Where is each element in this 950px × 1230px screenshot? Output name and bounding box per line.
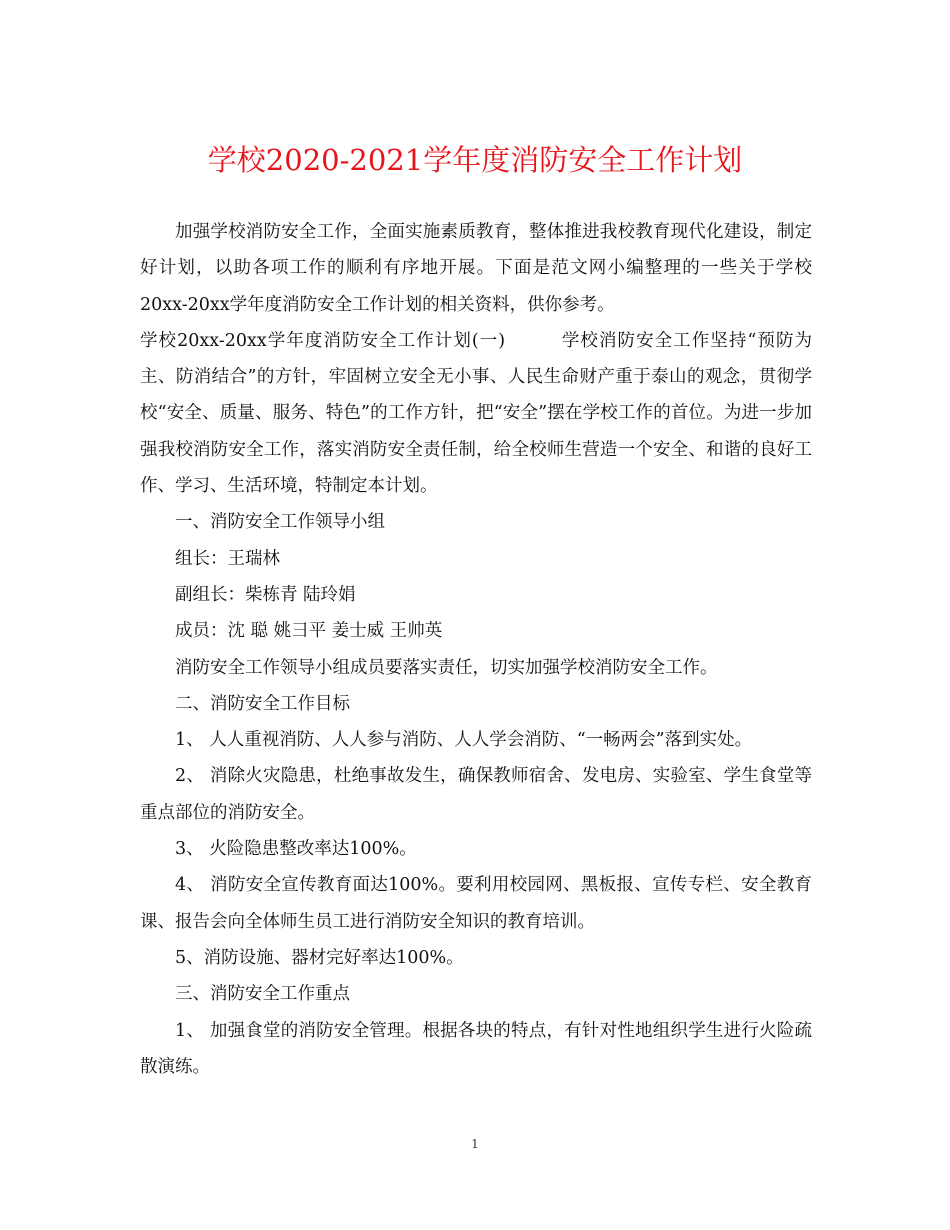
- deputy-leader-line: 副组长：柴栋青 陆玲娟: [175, 584, 356, 605]
- leader-line: 组长：王瑞林: [175, 548, 280, 569]
- intro-paragraph: 加强学校消防安全工作，全面实施素质教育，整体推进我校教育现代化建设，制定好计划，以助各项工作的顺利有序地开展。下面是范文网小编整理的一些关于学校20xx-20xx学年度消防安全工作计划的相关资料，供你参考。: [140, 222, 812, 315]
- members-line: 成员：沈 聪 姚彐平 姜士威 王帅英: [175, 621, 443, 642]
- section-heading-focus: 三、消防安全工作重点: [175, 984, 350, 1005]
- goal-item-5: 5、消防设施、器材完好率达100%。: [175, 947, 464, 968]
- goal-item-3: 3、 火险隐患整改率达100%。: [175, 839, 417, 860]
- goal-item-4: 4、 消防安全宣传教育面达100%。要利用校园网、黑板报、宣传专栏、安全教育课、报告会向全体师生员工进行消防安全知识的教育培训。: [140, 875, 812, 932]
- leadership-responsibility-paragraph: 消防安全工作领导小组成员要落实责任，切实加强学校消防安全工作。: [175, 657, 718, 678]
- goal-item-2: 2、 消除火灾隐患，杜绝事故发生，确保教师宿舍、发电房、实验室、学生食堂等重点部位的消防安全。: [140, 766, 812, 823]
- section-heading-leadership: 一、消防安全工作领导小组: [175, 512, 385, 533]
- document-title: 学校2020-2021学年度消防安全工作计划: [207, 143, 743, 177]
- goal-item-1: 1、 人人重视消防、人人参与消防、人人学会消防、“一畅两会”落到实处。: [175, 730, 753, 751]
- plan-one-paragraph: 学校20xx-20xx学年度消防安全工作计划(一) 学校消防安全工作坚持“预防为主、防消结合”的方针，牢固树立安全无小事、人民生命财产重于泰山的观念，贯彻学校“安全、质量、服务、特色”的工作方针，把“安全”摆在学校工作的首位。为进一步加强我校消防安全工作，落实消防安全责任制，给全校师生营造一个安全、和谐的良好工作、学习、生活环境，特制定本计划。: [140, 330, 812, 497]
- focus-item-1: 1、 加强食堂的消防安全管理。根据各块的特点，有针对性地组织学生进行火险疏散演练。: [140, 1020, 812, 1077]
- section-heading-goals: 二、消防安全工作目标: [175, 693, 350, 714]
- page-number: 1: [471, 1137, 479, 1151]
- document-body: [140, 214, 812, 1085]
